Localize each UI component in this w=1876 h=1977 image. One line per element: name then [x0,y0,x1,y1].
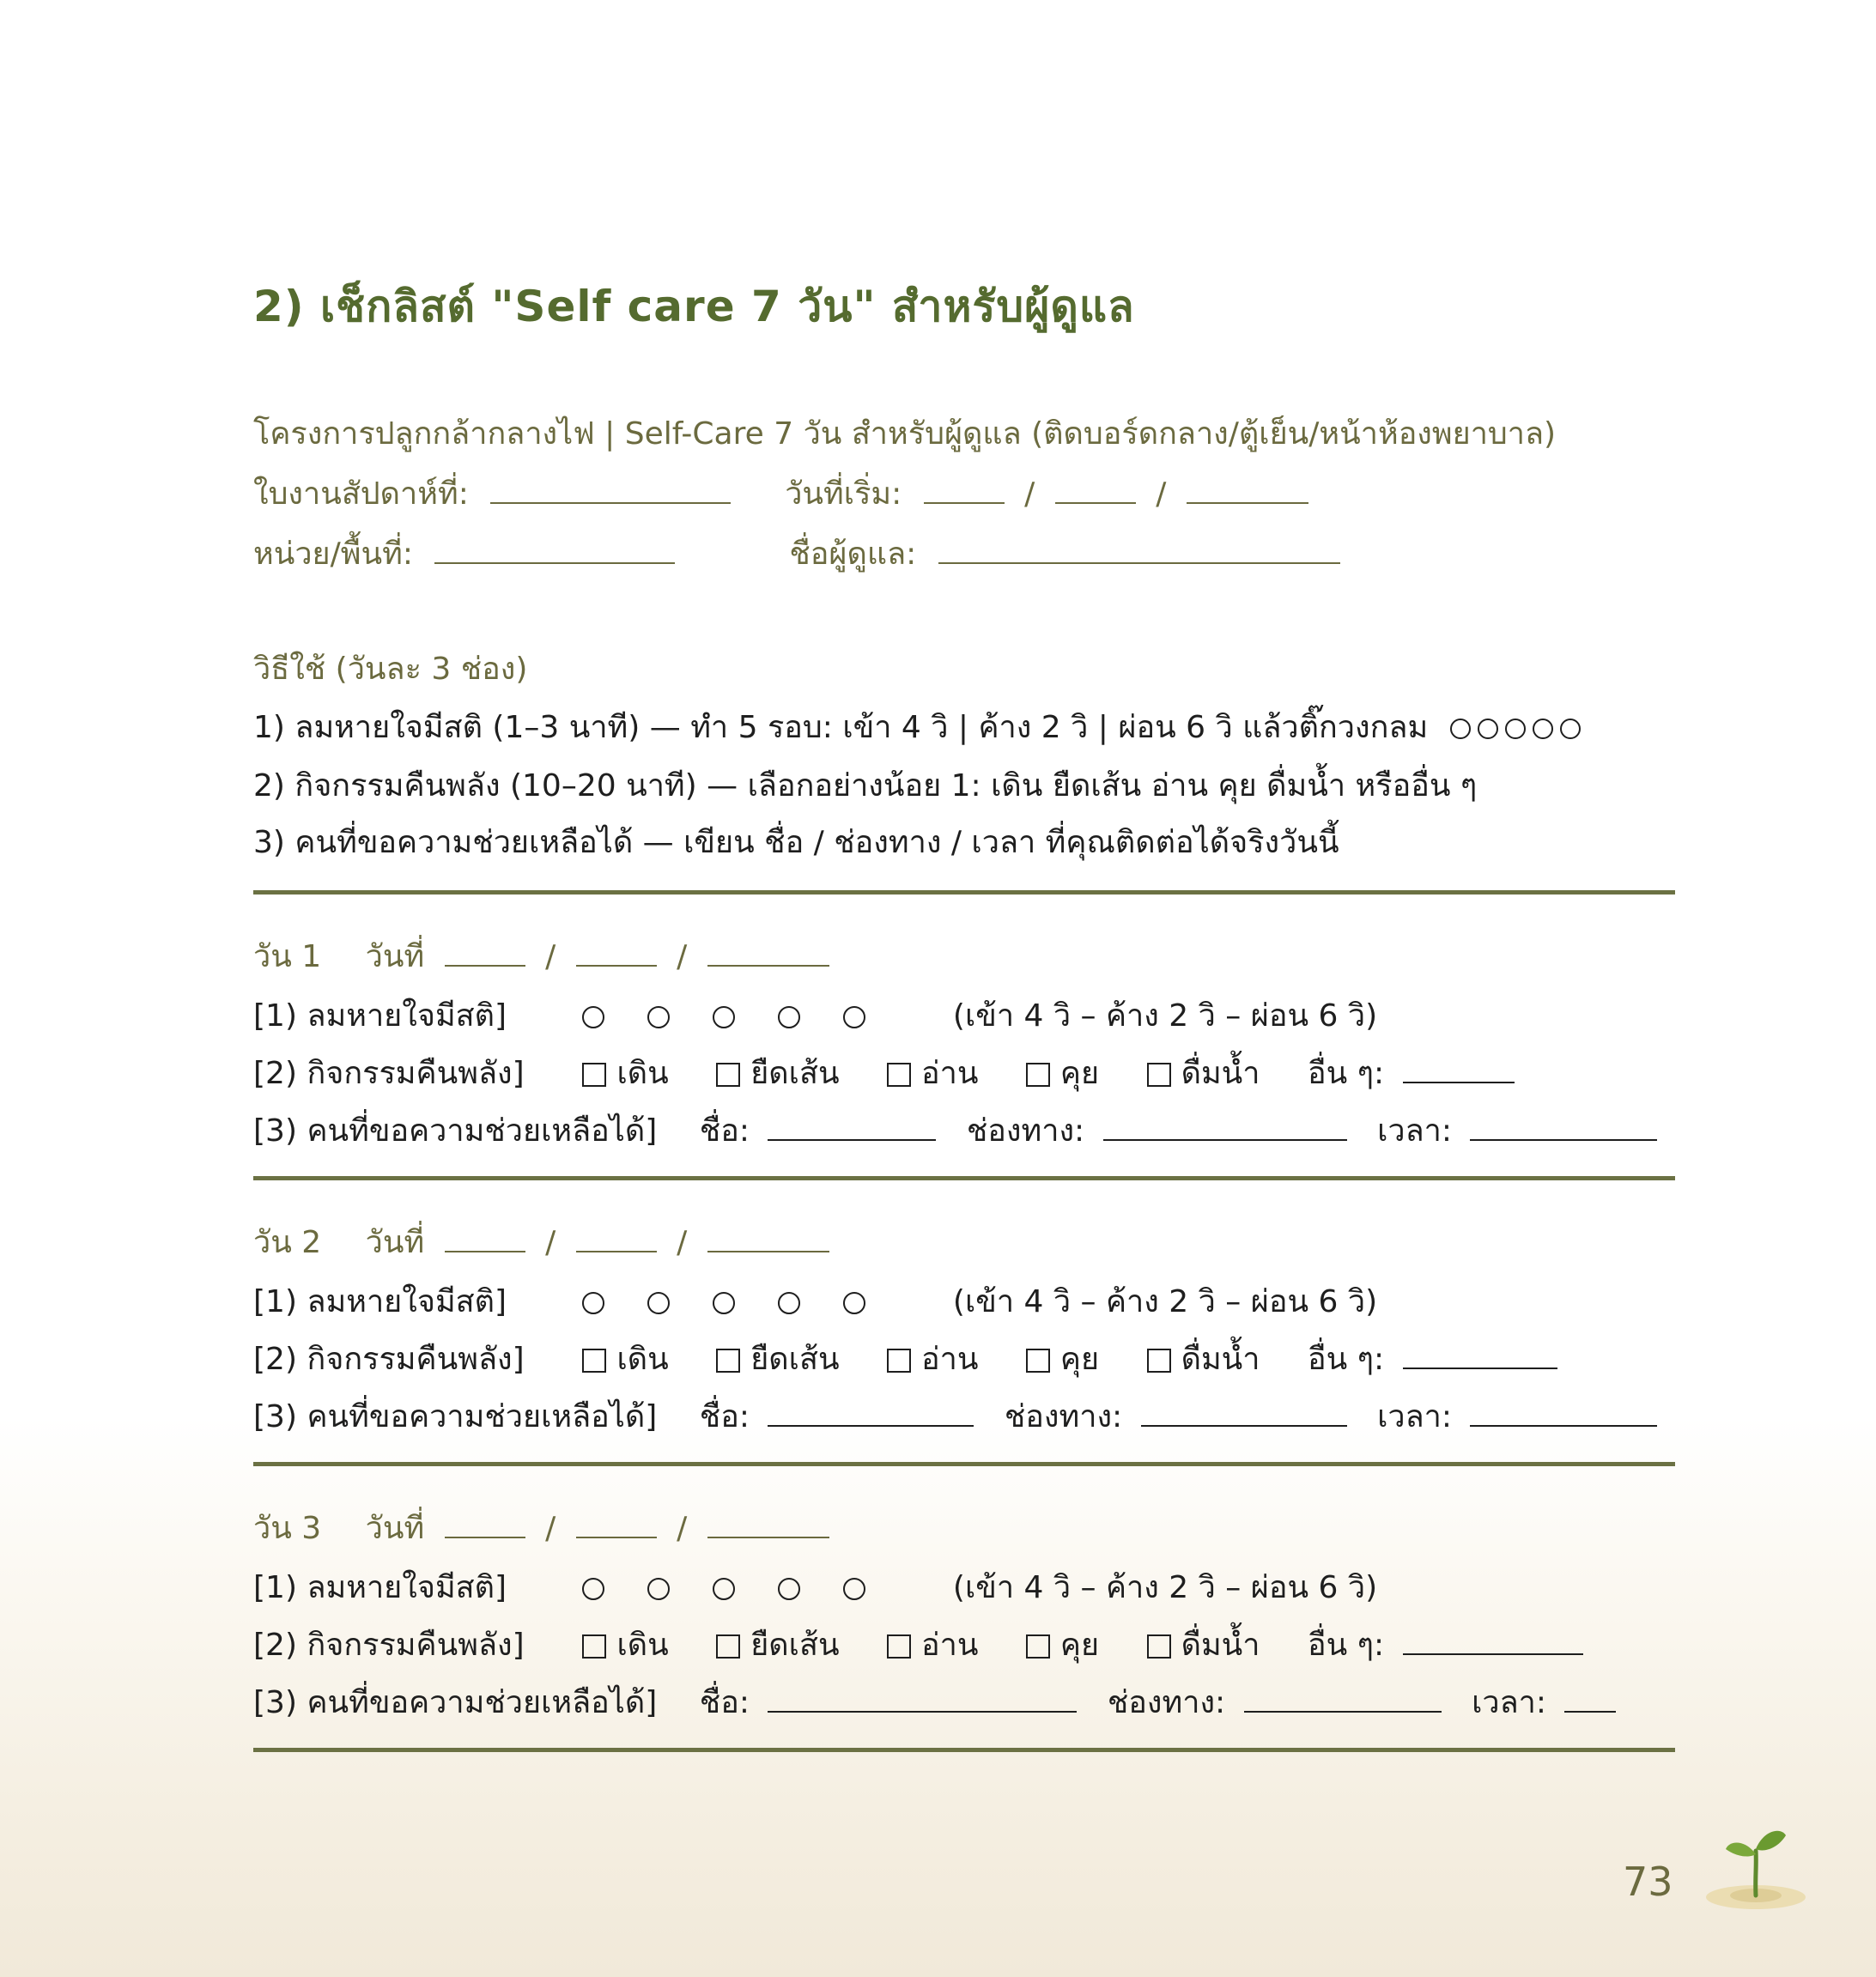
option-walk[interactable]: เดิน [582,1620,668,1669]
divider [253,890,1675,895]
circle-icon[interactable] [843,1006,865,1028]
day-2-activity-row: [2) กิจกรรมคืนพลัง] เดิน ยืดเส้น อ่าน คุย ดื่มน้ำ อื่น ๆ: [253,1334,1557,1383]
day-1-breath-row: [1) ลมหายใจมีสติ] (เข้า 4 วิ – ค้าง 2 วิ – ผ่อน 6 วิ) [253,998,1378,1034]
checkbox-icon[interactable] [582,1063,606,1087]
checkbox-icon[interactable] [716,1349,740,1373]
checkbox-icon[interactable] [1147,1063,1171,1087]
circle-icon[interactable] [843,1578,865,1600]
checkbox-icon[interactable] [582,1349,606,1373]
circle-icon [1533,719,1553,739]
day-1-help-row: [3) คนที่ขอความช่วยเหลือได้] ชื่อ: ช่องทาง: เวลา: [253,1106,1657,1155]
week-label: ใบงานสัปดาห์ที่: [253,476,469,512]
checkbox-icon[interactable] [1147,1634,1171,1659]
circle-icon[interactable] [843,1292,865,1314]
circle-icon[interactable] [713,1292,735,1314]
start-date-label: วันที่เริ่ม: [785,476,902,512]
day-3-date-day[interactable] [445,1506,525,1538]
other-field[interactable] [1403,1337,1557,1369]
day-2-breath-row: [1) ลมหายใจมีสติ] (เข้า 4 วิ – ค้าง 2 วิ – ผ่อน 6 วิ) [253,1284,1378,1319]
page-title: 2) เช็กลิสต์ "Self care 7 วัน" สำหรับผู้ดูแล [253,282,1135,331]
day-3-activity-row: [2) กิจกรรมคืนพลัง] เดิน ยืดเส้น อ่าน คุย ดื่มน้ำ อื่น ๆ: [253,1620,1583,1669]
help-name-field[interactable] [768,1680,1077,1713]
help-time-field[interactable] [1470,1394,1657,1427]
week-row: ใบงานสัปดาห์ที่: วันที่เริ่ม: / / [253,469,1308,518]
option-talk[interactable]: คุย [1026,1620,1099,1669]
option-drink[interactable]: ดื่มน้ำ [1147,1620,1260,1669]
day-1-date-month[interactable] [576,934,657,967]
help-channel-field[interactable] [1141,1394,1347,1427]
unit-field[interactable] [434,531,675,564]
option-walk[interactable]: เดิน [582,1048,668,1097]
circle-icon[interactable] [647,1006,670,1028]
start-year-field[interactable] [1187,471,1308,504]
unit-label: หน่วย/พื้นที่: [253,537,413,572]
circle-icon[interactable] [582,1006,604,1028]
day-3-header: วัน 3 วันที่ / / [253,1503,829,1552]
checkbox-icon[interactable] [582,1634,606,1659]
day-2-header: วัน 2 วันที่ / / [253,1217,829,1266]
circle-icon[interactable] [713,1578,735,1600]
circle-icon[interactable] [582,1292,604,1314]
other-field[interactable] [1403,1622,1583,1655]
sprout-icon [1700,1818,1812,1913]
instruction-3: 3) คนที่ขอความช่วยเหลือได้ — เขียน ชื่อ / ช่องทาง / เวลา ที่คุณติดต่อได้จริงวันนี้ [253,825,1339,860]
help-name-field[interactable] [768,1108,936,1141]
day-3-date-month[interactable] [576,1506,657,1538]
option-read[interactable]: อ่าน [887,1620,978,1669]
page-number: 73 [1623,1859,1673,1905]
checkbox-icon[interactable] [887,1063,911,1087]
circle-icon [1478,719,1498,739]
day-3-breath-row: [1) ลมหายใจมีสติ] (เข้า 4 วิ – ค้าง 2 วิ – ผ่อน 6 วิ) [253,1570,1378,1605]
other-field[interactable] [1403,1051,1515,1083]
day-3-help-row: [3) คนที่ขอความช่วยเหลือได้] ชื่อ: ช่องทาง: เวลา: [253,1677,1616,1726]
option-read[interactable]: อ่าน [887,1334,978,1383]
option-talk[interactable]: คุย [1026,1048,1099,1097]
divider [253,1176,1675,1180]
circle-icon[interactable] [778,1006,800,1028]
checkbox-icon[interactable] [1026,1349,1050,1373]
instruction-2: 2) กิจกรรมคืนพลัง (10–20 นาที) — เลือกอย่างน้อย 1: เดิน ยืดเส้น อ่าน คุย ดื่มน้ำ หรืออื่น ๆ [253,768,1478,804]
day-1-header: วัน 1 วันที่ / / [253,931,829,980]
unit-row [253,529,1340,578]
caregiver-field[interactable] [938,531,1340,564]
help-time-field[interactable] [1564,1680,1616,1713]
circle-icon [1505,719,1526,739]
circle-icon[interactable] [778,1292,800,1314]
week-field[interactable] [490,471,731,504]
help-name-field[interactable] [768,1394,974,1427]
day-3-date-year[interactable] [707,1506,829,1538]
help-channel-field[interactable] [1244,1680,1442,1713]
option-talk[interactable]: คุย [1026,1334,1099,1383]
start-month-field[interactable] [1055,471,1136,504]
checkbox-icon[interactable] [716,1063,740,1087]
day-1-date-year[interactable] [707,934,829,967]
instructions-title: วิธีใช้ (วันละ 3 ช่อง) [253,652,528,687]
breath-circles-sample [1450,710,1588,745]
circle-icon [1560,719,1581,739]
option-walk[interactable]: เดิน [582,1334,668,1383]
project-header: โครงการปลูกกล้ากลางไฟ | Self-Care 7 วัน สำหรับผู้ดูแล (ติดบอร์ดกลาง/ตู้เย็น/หน้าห้องพยาบาล) [253,416,1557,452]
checkbox-icon[interactable] [887,1634,911,1659]
divider [253,1748,1675,1752]
circle-icon[interactable] [582,1578,604,1600]
option-drink[interactable]: ดื่มน้ำ [1147,1334,1260,1383]
checkbox-icon[interactable] [887,1349,911,1373]
instruction-1: 1) ลมหายใจมีสติ (1–3 นาที) — ทำ 5 รอบ: เข้า 4 วิ | ค้าง 2 วิ | ผ่อน 6 วิ แล้วติ๊กวงกลม [253,702,1588,751]
caregiver-label: ชื่อผู้ดูแล: [789,537,917,572]
circle-icon[interactable] [778,1578,800,1600]
checkbox-icon[interactable] [716,1634,740,1659]
circle-icon [1450,719,1471,739]
help-channel-field[interactable] [1103,1108,1347,1141]
checkbox-icon[interactable] [1147,1349,1171,1373]
option-drink[interactable]: ดื่มน้ำ [1147,1048,1260,1097]
checkbox-icon[interactable] [1026,1634,1050,1659]
day-2-date-day[interactable] [445,1220,525,1252]
checkbox-icon[interactable] [1026,1063,1050,1087]
day-1-date-day[interactable] [445,934,525,967]
day-1-activity-row: [2) กิจกรรมคืนพลัง] เดิน ยืดเส้น อ่าน คุย ดื่มน้ำ อื่น ๆ: [253,1048,1515,1097]
day-2-help-row: [3) คนที่ขอความช่วยเหลือได้] ชื่อ: ช่องทาง: เวลา: [253,1392,1657,1440]
option-stretch[interactable]: ยืดเส้น [716,1048,839,1097]
divider [253,1462,1675,1466]
option-stretch[interactable]: ยืดเส้น [716,1620,839,1669]
day-2-date-year[interactable] [707,1220,829,1252]
circle-icon[interactable] [647,1292,670,1314]
start-day-field[interactable] [924,471,1005,504]
day-2-date-month[interactable] [576,1220,657,1252]
option-read[interactable]: อ่าน [887,1048,978,1097]
option-stretch[interactable]: ยืดเส้น [716,1334,839,1383]
circle-icon[interactable] [647,1578,670,1600]
help-time-field[interactable] [1470,1108,1657,1141]
circle-icon[interactable] [713,1006,735,1028]
